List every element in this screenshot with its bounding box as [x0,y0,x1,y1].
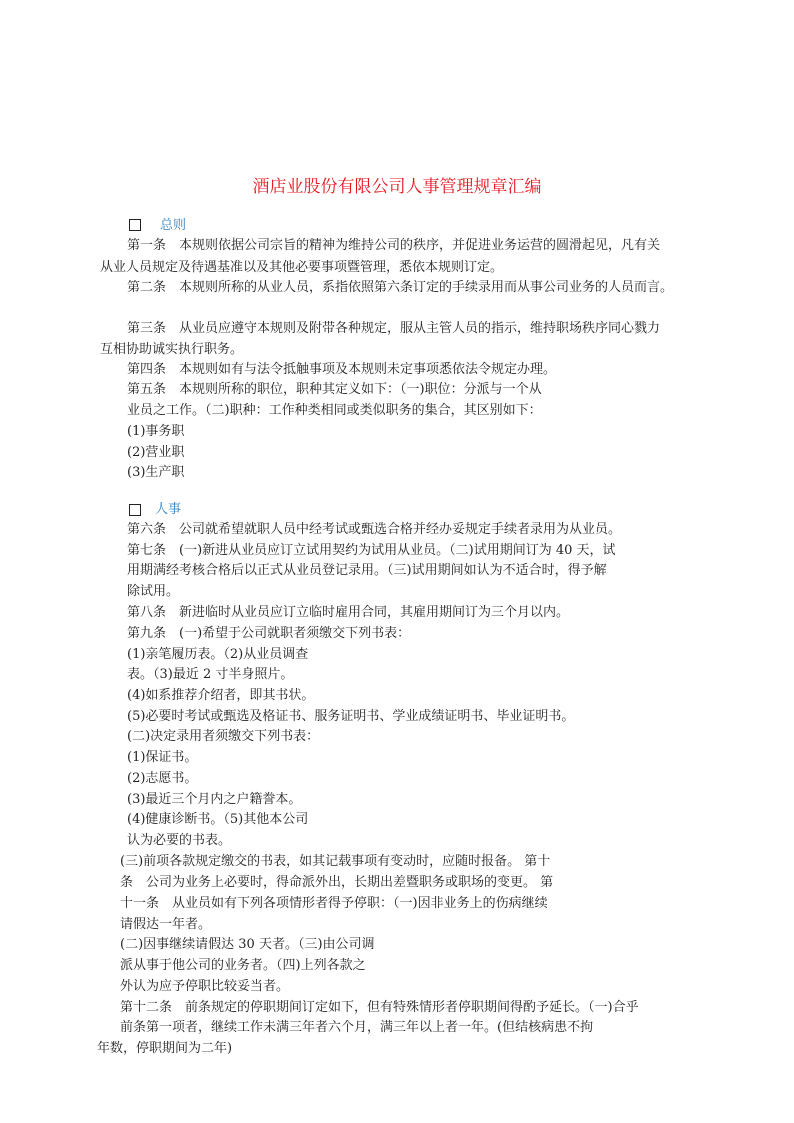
text-line: (3)生产职 [127,465,185,480]
checkbox-icon [129,504,141,516]
text-line: 条 公司为业务上必要时，得命派外出，长期出差暨职务或职场的变更。 第 [120,875,554,890]
text-line: 互相协助诚实执行职务。 [100,342,244,357]
text-line: 从业人员规定及待遇基准以及其他必要事项暨管理，悉依本规则订定。 [100,260,504,275]
text-line: (1)亲笔履历表。（2)从业员调查 [127,647,309,662]
text-line: 第五条 本规则所称的职位，职种其定义如下：（一)职位：分派与一个从 [127,382,542,397]
text-line: (三)前项各款规定缴交的书表，如其记载事项有变动时，应随时报备。 第十 [120,854,551,869]
text-line: (2)营业职 [127,445,185,460]
text-line: 第九条 (一)希望于公司就职者须缴交下列书表： [127,626,411,641]
text-line: (1)保证书。 [127,750,198,765]
text-line: 请假达一年者。 [120,917,212,932]
text-line: 第十二条 前条规定的停职期间订定如下，但有特殊情形者停职期间得酌予延长。（一)合乎 [120,1000,639,1015]
text-line: (3)最近三个月内之户籍誊本。 [127,792,302,807]
text-line: (二)决定录用者须缴交下列书表： [127,729,320,744]
text-line: 十一条 从业员如有下列各项情形者得予停职：（一)因非业务上的伤病继续 [120,896,548,911]
text-line: (4)健康诊断书。（5)其他本公司 [127,812,309,827]
text-line: (4)如系推荐介绍者，即其书状。 [127,688,315,703]
text-line: 派从事于他公司的业务者。（四)上列各款之 [120,958,366,973]
text-line: 第三条 从业员应遵守本规则及附带各种规定，服从主管人员的指示，维持职场秩序同心戮力 [127,321,661,336]
text-line: 认为必要的书表。 [127,833,232,848]
text-line: 第六条 公司就希望就职人员中经考试或甄选合格并经办妥规定手续者录用为从业员。 [127,522,622,537]
text-line: 外认为应予停职比较妥当者。 [120,979,290,994]
text-line: 第四条 本规则如有与法令抵触事项及本规则未定事项悉依法令规定办理。 [127,362,557,377]
text-line: (5)必要时考试或甄选及格证书、服务证明书、学业成绩证明书、毕业证明书。 [127,709,575,724]
text-line: 前条第一项者，继续工作未满三年者六个月，满三年以上者一年。(但结核病患不拘 [120,1020,594,1035]
text-line: 业员之工作。（二)职种：工作种类相同或类似职务的集合，其区别如下： [127,403,542,418]
text-line: 年数，停职期间为二年) [97,1041,233,1056]
text-line: 第七条 (一)新进从业员应订立试用契约为试用从业员。（二)试用期间订为 40 天，试 [127,543,616,558]
text-line: 第一条 本规则依据公司宗旨的精神为维持公司的秩序，并促进业务运营的圆滑起见，凡有关 [127,238,661,253]
section-heading: 人事 [155,502,182,517]
text-line: 第八条 新进临时从业员应订立临时雇用合同，其雇用期间订为三个月以内。 [127,605,570,620]
text-line: 第二条 本规则所称的从业人员，系指依照第六条订定的手续录用而从事公司业务的人员而言。 [127,280,674,295]
text-line: (2)志愿书。 [127,771,198,786]
text-line: 用期满经考核合格后以正式从业员登记录用。（三)试用期间如认为不适合时，得予解 [127,563,607,578]
text-line: 除试用。 [127,584,180,599]
text-line: (1)事务职 [127,424,185,439]
text-line: 表。（3)最近 2 寸半身照片。 [127,667,294,682]
document-title: 酒店业股份有限公司人事管理规章汇编 [252,177,542,197]
section-heading: 总则 [160,218,187,233]
checkbox-icon [129,219,141,231]
text-line: (二)因事继续请假达 30 天者。（三)由公司调 [120,937,375,952]
